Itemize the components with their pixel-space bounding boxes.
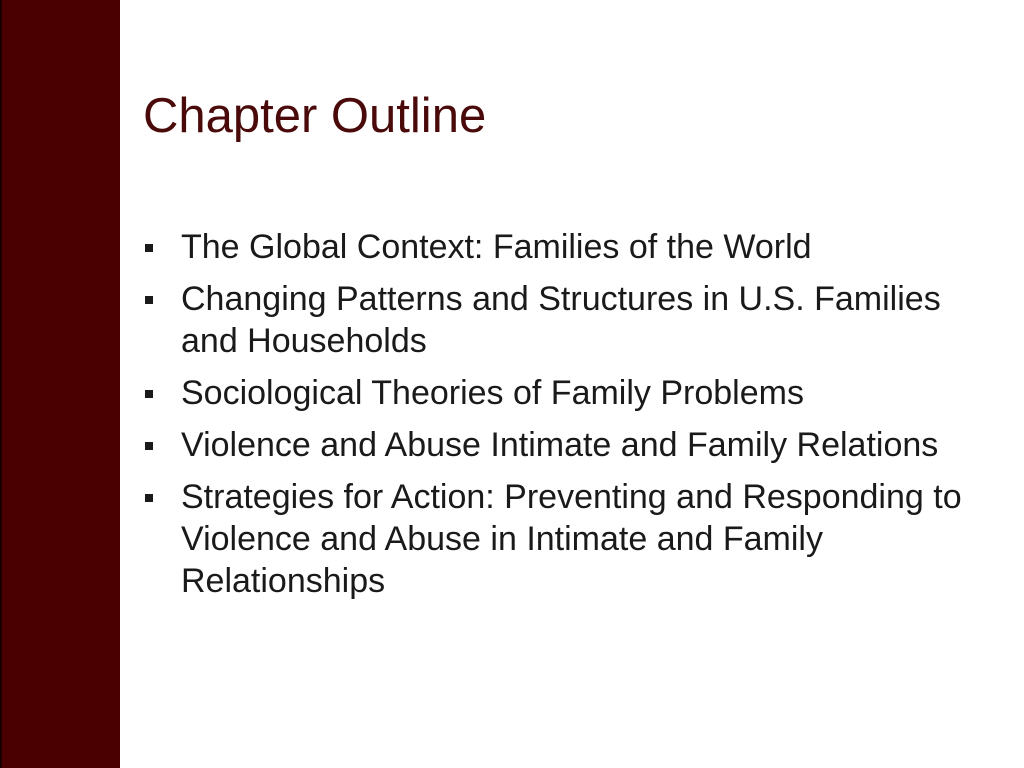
bullet-item	[143, 278, 963, 362]
bullet-text: Sociological Theories of Family Problems	[181, 374, 804, 412]
square-bullet-icon	[145, 442, 153, 450]
square-bullet-icon	[145, 390, 153, 398]
square-bullet-icon	[145, 494, 153, 502]
bullet-text: Strategies for Action: Preventing and Responding to Violence and Abuse in Intimate and Family Relationships	[181, 478, 962, 600]
square-bullet-icon	[145, 244, 153, 252]
bullet-text: Violence and Abuse Intimate and Family Relations	[181, 426, 939, 464]
square-bullet-icon	[145, 296, 153, 304]
bullet-text: Changing Patterns and Structures in U.S. Families and Households	[181, 280, 941, 360]
bullet-item	[143, 226, 963, 268]
bullet-text: The Global Context: Families of the World	[181, 228, 812, 266]
bullet-item	[143, 424, 963, 466]
slide-title: Chapter Outline	[143, 89, 487, 143]
bullet-list	[143, 226, 963, 612]
sidebar-edge	[0, 0, 2, 768]
bullet-item	[143, 372, 963, 414]
bullet-item	[143, 476, 963, 602]
sidebar-band	[0, 0, 120, 768]
